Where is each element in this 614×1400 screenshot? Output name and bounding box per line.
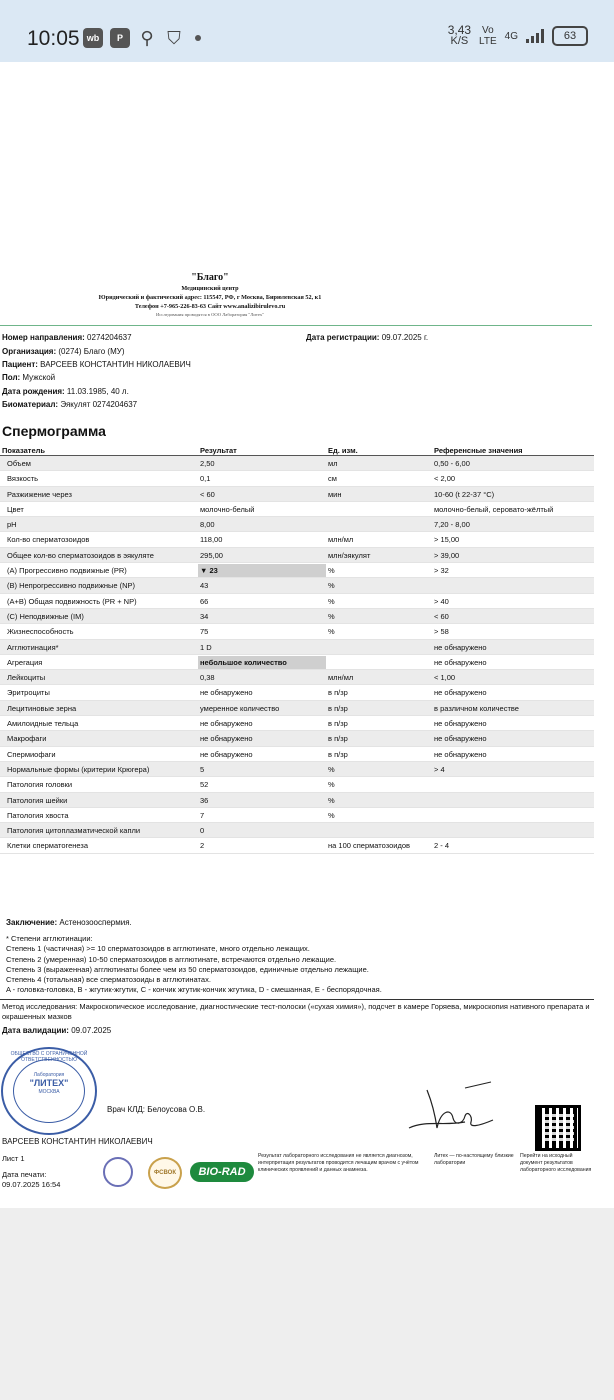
net-speed: 3,43 K/S [447,23,472,47]
cell-result: 75 [200,627,209,637]
cell-unit: на 100 сперматозоидов [328,841,410,851]
cell-reference: > 39,00 [434,550,460,560]
patient-dob: Дата рождения: 11.03.1985, 40 л. [2,387,129,396]
table-row [0,456,594,471]
cell-reference: в различном количестве [434,703,519,713]
report-title: Спермограмма [2,423,106,439]
cell-parameter: Вязкость [7,474,39,484]
cell-unit: % [328,810,335,820]
table-row [0,655,594,670]
cell-result: небольшое количество [200,657,287,667]
patient-sex: Пол: Мужской [2,373,56,382]
cell-unit: % [328,764,335,774]
col-header-parameter: Показатель [2,446,46,455]
cell-result: не обнаружено [200,749,253,759]
col-header-result: Результат [200,446,237,455]
cell-unit: в п/зр [328,749,348,759]
table-row [0,777,594,792]
col-header-unit: Ед. изм. [328,446,358,455]
table-header [0,444,594,456]
agglutination-notes [6,934,382,996]
table-row [0,609,594,624]
cell-reference: не обнаружено [434,688,487,698]
cell-reference: 10-60 (t 22-37 °C) [434,489,495,499]
table-row [0,594,594,609]
cell-result: 36 [200,795,209,805]
status-bar [0,0,614,62]
cell-reference: > 32 [434,566,449,576]
cell-result: 66 [200,596,209,606]
cell-parameter: (A+B) Общая подвижность (PR + NP) [7,596,137,606]
cell-result: 2 [200,841,205,851]
cell-parameter: Макрофаги [7,734,47,744]
cell-reference: 0,50 - 6,00 [434,459,470,468]
doctor-name: Врач КЛД: Белоусова О.В. [107,1105,206,1114]
cell-reference: < 2,00 [434,474,456,484]
dot-icon [195,35,201,41]
cell-parameter: (B) Непрогрессивно подвижные (NP) [7,581,136,591]
table-row [0,823,594,838]
validation-date: Дата валидации: 09.07.2025 [2,1026,112,1035]
patient-name: Пациент: ВАРСЕЕВ КОНСТАНТИН НИКОЛАЕВИЧ [2,360,191,369]
cell-parameter: Жизнеспособность [7,627,74,637]
footer-litex: Литех — по-настоящему близкие лаборатории [434,1153,514,1166]
status-time: 10:05 [27,27,80,50]
cell-unit: мин [328,489,342,499]
method-text: Метод исследования: Макроскопическое исследование, диагностические тест-полоски («сухая химия»), подсчет в камере Горяева, микроскопия нативного препарата и окрашенных мазков [2,1002,590,1021]
cell-reference: < 1,00 [434,673,456,683]
referral-number: Номер направления: 0274204637 [2,333,132,342]
table-row [0,670,594,685]
note-line: * Степени агглютинации: [6,934,93,943]
cell-parameter: Патология хвоста [7,810,69,820]
cell-parameter: Агрегация [7,657,43,667]
cell-reference: не обнаружено [434,719,487,729]
cell-result: 118,00 [200,535,223,545]
cell-parameter: pH [7,520,17,530]
cell-result: 0,38 [200,673,215,683]
document-page[interactable] [0,62,614,1208]
biomaterial: Биоматериал: Эякулят 0274204637 [2,400,138,409]
cell-unit: % [328,611,335,621]
org-note: Исследования проводятся в ООО Лаборатория "Литех" [155,312,265,317]
status-right [448,25,588,47]
cell-unit: мл [328,459,338,468]
table-row [0,517,594,532]
cell-result: не обнаружено [200,734,253,744]
cell-parameter: Лейкоциты [7,673,46,683]
cell-reference: не обнаружено [434,734,487,744]
table-row [0,502,594,517]
table-row [0,685,594,700]
cell-reference: не обнаружено [434,657,487,667]
status-icons [83,27,201,49]
pdf-app-icon: P [110,28,130,48]
cell-parameter: Спермиофаги [7,749,56,759]
cell-result: ▼ 23 [200,566,218,576]
signature [405,1080,497,1135]
table-row [0,731,594,746]
cell-parameter: Патология головки [7,780,73,790]
table-row [0,532,594,547]
cell-reference: не обнаружено [434,642,487,652]
cell-result: молочно-белый [200,504,255,514]
org-address: Юридический и фактический адрес: 115547, РФ, г Москва, Бирюлевская 52, к1 [98,294,322,301]
cell-unit: млн/эякулят [328,550,371,560]
org-name: "Благо" [191,272,229,283]
table-row [0,701,594,716]
cell-parameter: Патология цитоплазматической капли [7,826,141,836]
cell-result: не обнаружено [200,688,253,698]
org-phone: Телефон +7-965-226-83-63 Сайт www.analizibirulevo.ru [134,303,286,310]
header-divider [0,325,592,326]
table-row [0,471,594,486]
cell-result: 43 [200,581,209,591]
cell-parameter: Нормальные формы (критерии Крюгера) [7,764,150,774]
note-line: A - головка-головка, B - жгутик-жгутик, C - кончик жгутик-кончик жгутика, D - смешанная, E - беспорядочная. [6,985,382,995]
lab-stamp: ОБЩЕСТВО С ОГРАНИЧЕННОЙ ОТВЕТСТВЕННОСТЬЮ Лаборатория "ЛИТЕХ" МОСКВА [1,1047,97,1135]
cell-result: 5 [200,764,205,774]
highlighted-result [198,656,326,669]
cell-reference: > 40 [434,596,449,606]
cell-parameter: (C) Неподвижные (IM) [7,611,84,621]
cell-result: умеренное количество [200,703,280,713]
fsvok-logo: ФСВОК [148,1157,182,1189]
cell-parameter: (A) Прогрессивно подвижные (PR) [7,566,127,576]
col-header-reference: Референсные значения [434,446,523,455]
cell-reference: > 4 [434,764,445,774]
cell-result: 295,00 [200,550,223,560]
note-line: Степень 1 (частичная) >= 10 сперматозоидов в агглютинате, много отдельно лежащих. [6,944,310,954]
cell-unit: % [328,780,335,790]
cell-unit: в п/зр [328,719,348,729]
wb-app-icon: wb [83,28,103,48]
volte-indicator: Vo LTE [479,25,497,47]
conclusion: Заключение: Астенозооспермия. [6,918,132,927]
cell-result: 0 [200,826,205,836]
table-row [0,548,594,563]
footer-disclaimer: Результат лабораторного исследования не является диагнозом, интерпретация результатов проводится лечащим врачом с учётом клинических проявлений и данных анамнеза. [258,1153,419,1173]
signal-icon [526,29,544,43]
cell-result: 52 [200,780,209,790]
cell-unit: % [328,627,335,637]
table-row [0,624,594,639]
sheet-number: Лист 1 [2,1154,25,1163]
qr-code[interactable] [535,1105,581,1151]
cell-parameter: Патология шейки [7,795,68,805]
cell-parameter: Общее кол-во сперматозоидов в эякуляте [7,550,154,560]
cell-reference: молочно-белый, серовато-жёлтый [434,504,554,514]
results-table [0,444,594,854]
table-row [0,808,594,823]
cell-result: 8,00 [200,520,215,530]
biorad-logo: BIO-RAD [190,1162,254,1182]
cell-result: 1 D [200,642,212,652]
cell-parameter: Разжижение через [7,489,72,499]
note-line: Степень 2 (умеренная) 10-50 сперматозоидов в агглютинате, встречаются отдельно лежащие. [6,954,337,964]
cell-result: < 60 [200,489,215,499]
table-row [0,578,594,593]
organization: Организация: (0274) Благо (МУ) [2,347,125,356]
cell-reference: 7,20 - 8,00 [434,520,470,530]
table-row [0,838,594,853]
cell-unit: млн/мл [328,535,354,545]
table-row [0,640,594,655]
org-subtitle: Медицинский центр [181,285,239,292]
cell-unit: млн/мл [328,673,354,683]
cell-unit: % [328,566,335,576]
footer-qr-text: Перейти на исходный документ результатов лабораторного исследования [520,1153,592,1173]
accreditation-logo [103,1157,133,1187]
cell-unit: % [328,596,335,606]
cell-parameter: Амилоидные тельца [7,719,79,729]
cell-parameter: Лецитиновые зерна [7,703,77,713]
cell-result: 0,1 [200,474,211,484]
note-line: Степень 4 (тотальная) все сперматозоиды в агглютинатах. [6,975,211,985]
table-row [0,563,594,578]
cell-result: 34 [200,611,209,621]
shield-icon: ⛉ [167,27,181,48]
battery-icon: 63 [552,26,588,46]
cell-reference: < 60 [434,611,449,621]
print-date-label: Дата печати: [2,1170,47,1179]
cell-parameter: Клетки сперматогенеза [7,841,88,851]
table-row [0,487,594,502]
search-icon: ⚲ [140,27,154,48]
footer-patient: ВАРСЕЕВ КОНСТАНТИН НИКОЛАЕВИЧ [2,1137,153,1146]
cell-reference: не обнаружено [434,749,487,759]
cell-unit: в п/зр [328,703,348,713]
cell-reference: 2 - 4 [434,841,450,851]
cell-unit: см [328,474,337,484]
cell-parameter: Агглютинация* [7,642,59,652]
cell-parameter: Эритроциты [7,688,50,698]
cell-unit: в п/зр [328,688,348,698]
cell-parameter: Кол-во сперматозоидов [7,535,90,545]
cell-unit: % [328,795,335,805]
table-row [0,762,594,777]
print-date: 09.07.2025 16:54 [2,1180,61,1189]
table-row [0,716,594,731]
table-row [0,793,594,808]
registration-date: Дата регистрации: 09.07.2025 г. [306,333,429,342]
table-row [0,747,594,762]
cell-reference: > 58 [434,627,449,637]
method-divider [0,999,594,1000]
cell-result: не обнаружено [200,719,253,729]
cell-result: 7 [200,810,205,820]
cell-parameter: Объем [7,459,31,468]
cell-reference: > 15,00 [434,535,460,545]
cell-result: 2,50 [200,459,215,468]
note-line: Степень 3 (выраженная) агглютинаты более чем из 50 сперматозоидов, единичные отдельно лежащие. [6,964,369,974]
cell-unit: в п/зр [328,734,348,744]
highlighted-result [198,564,326,577]
cell-unit: % [328,581,335,591]
cell-parameter: Цвет [7,504,24,514]
network-4g: 4G [504,30,518,42]
